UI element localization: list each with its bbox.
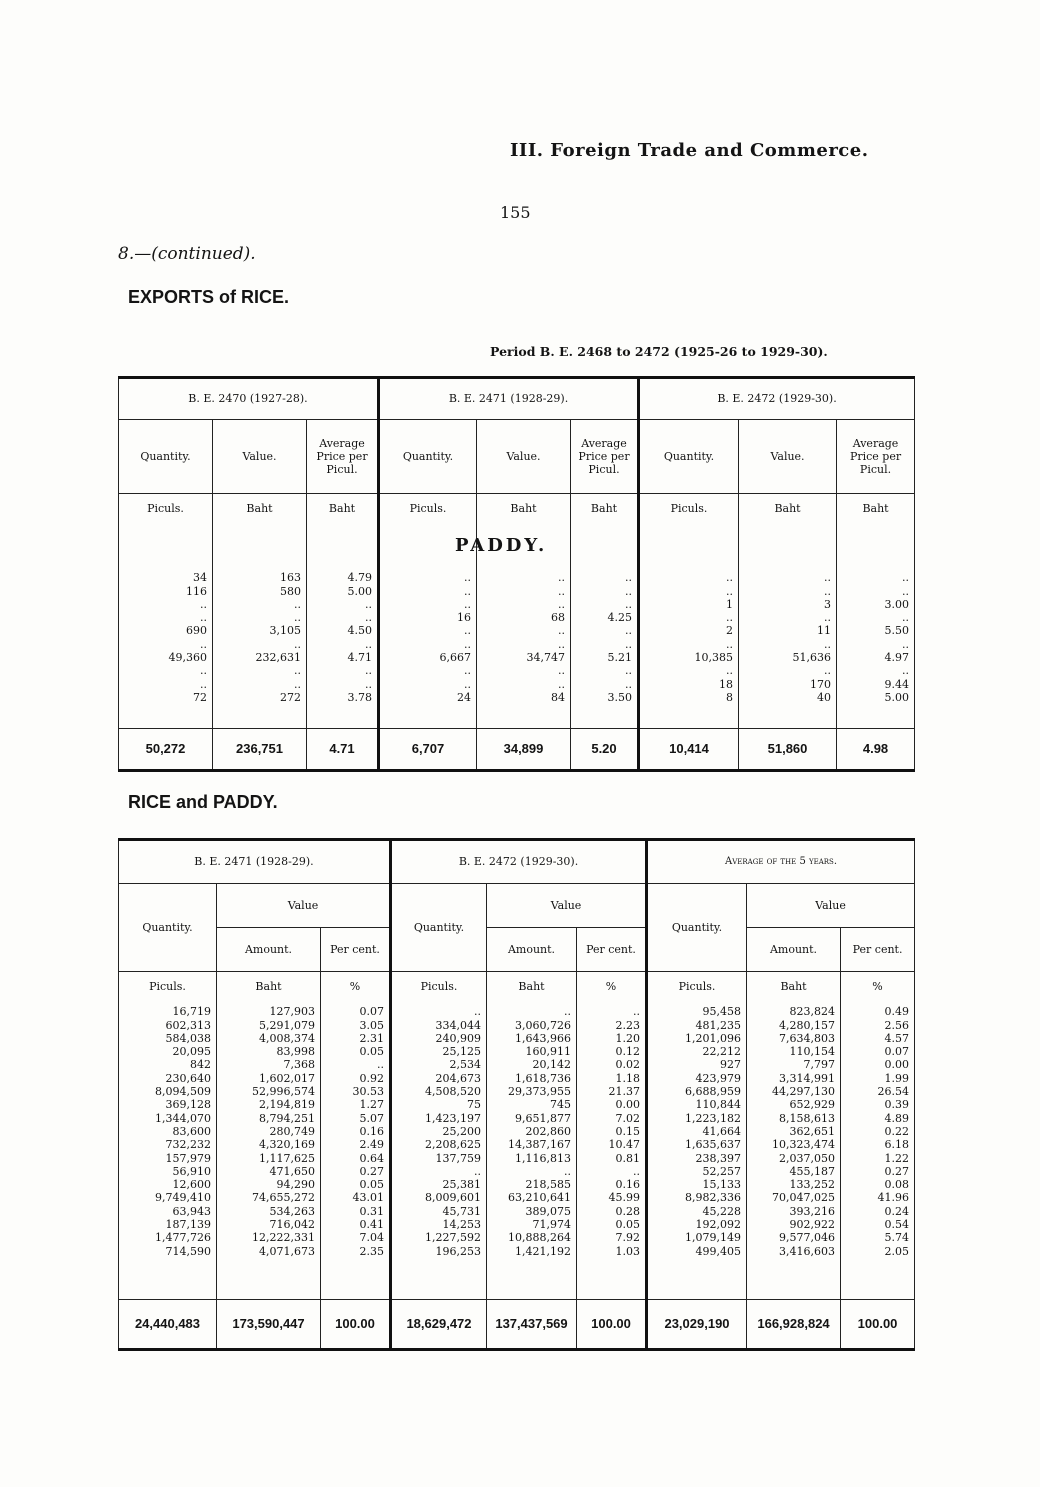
total-cell: 4.71 xyxy=(307,729,379,771)
col-percent: Per cent. xyxy=(321,928,391,972)
total-cell: 51,860 xyxy=(739,729,837,771)
year-header-2470: B. E. 2470 (1927-28). xyxy=(119,378,379,420)
col-percent: Per cent. xyxy=(577,928,647,972)
total-cell: 173,590,447 xyxy=(217,1300,321,1350)
unit-label: Baht xyxy=(328,502,356,515)
rice-paddy-table xyxy=(118,838,915,1351)
col-avg-price: Average Price per Picul. xyxy=(837,420,915,494)
col-quantity: Quantity. xyxy=(119,884,217,972)
unit-label: % xyxy=(349,980,361,993)
col-quantity: Quantity. xyxy=(119,420,213,494)
unit-label: Baht xyxy=(780,980,807,993)
exports-title: EXPORTS of RICE. xyxy=(128,287,290,307)
col-amount: Amount. xyxy=(747,928,841,972)
unit-label: Baht xyxy=(862,502,889,515)
total-cell: 100.00 xyxy=(841,1300,915,1350)
total-cell: 23,029,190 xyxy=(647,1300,747,1350)
column-values: .. .. .. 16 .. .. 6,667 .. .. 24 xyxy=(439,571,471,704)
col-avg-price: Average Price per Picul. xyxy=(307,420,379,494)
data-cell xyxy=(321,972,391,1300)
total-cell: 24,440,483 xyxy=(119,1300,217,1350)
total-cell: 5.20 xyxy=(571,729,639,771)
unit-label: Piculs. xyxy=(420,980,458,993)
col-value: Value xyxy=(747,884,915,928)
col-value: Value xyxy=(487,884,647,928)
year-header-2472: B. E. 2472 (1929-30). xyxy=(639,378,915,420)
col-quantity: Quantity. xyxy=(639,420,739,494)
exports-table xyxy=(118,376,915,772)
total-cell: 50,272 xyxy=(119,729,213,771)
data-cell xyxy=(639,494,739,729)
total-cell: 100.00 xyxy=(321,1300,391,1350)
col-value: Value. xyxy=(213,420,307,494)
col-quantity: Quantity. xyxy=(391,884,487,972)
data-cell xyxy=(119,494,213,729)
col-percent: Per cent. xyxy=(841,928,915,972)
column-values: .. 2.23 1.20 0.12 0.02 1.18 21.37 0.00 7.02 0.15 10.47 0.81 .. 0.16 45.99 0.28 0.05 7.92 1.03 xyxy=(608,1005,641,1258)
data-cell xyxy=(571,494,639,729)
column-values: 16,719 602,313 584,038 20,095 842 230,640 8,094,509 369,128 1,344,070 83,600 732,232 157,979 56,910 12,600 9,749,410 63,943 187,139 1,477,726 714,590 xyxy=(155,1005,211,1258)
data-cell xyxy=(379,494,477,729)
column-values: .. .. 3 .. 11 .. 51,636 .. 170 40 xyxy=(792,571,832,704)
total-cell: 4.98 xyxy=(837,729,915,771)
unit-label: Piculs. xyxy=(147,502,184,515)
page-number: 155 xyxy=(500,203,531,222)
unit-label: % xyxy=(872,980,883,993)
continued-label: 8.—(continued). xyxy=(118,244,256,264)
column-values: .. 3,060,726 1,643,966 160,911 20,142 1,618,736 29,373,955 745 9,651,877 202,860 14,387,167 1,116,813 .. 218,585 63,210,641 389,075 71,974 10,888,264 1,421,192 xyxy=(508,1005,571,1258)
data-cell xyxy=(837,494,915,729)
data-cell xyxy=(841,972,915,1300)
page-header: III. Foreign Trade and Commerce. xyxy=(510,140,869,161)
unit-label: Baht xyxy=(518,980,545,993)
data-cell xyxy=(747,972,841,1300)
unit-label: Baht xyxy=(246,502,273,515)
col-amount: Amount. xyxy=(487,928,577,972)
unit-label: Piculs. xyxy=(670,502,708,515)
total-cell: 34,899 xyxy=(477,729,571,771)
unit-label: Piculs. xyxy=(678,980,716,993)
unit-label: Baht xyxy=(510,502,537,515)
data-cell xyxy=(391,972,487,1300)
total-cell: 10,414 xyxy=(639,729,739,771)
column-values: 163 580 .. .. 3,105 .. 232,631 .. .. 272 xyxy=(255,571,301,704)
col-value: Value. xyxy=(739,420,837,494)
unit-label: Baht xyxy=(774,502,801,515)
column-values: 0.49 2.56 4.57 0.07 0.00 1.99 26.54 0.39 4.89 0.22 6.18 1.22 0.27 0.08 41.96 0.24 0.54 5.74 2.05 xyxy=(877,1005,910,1258)
column-values: .. .. 3.00 .. 5.50 .. 4.97 .. 9.44 5.00 xyxy=(884,571,910,704)
average-header: Average of the 5 years. xyxy=(647,840,915,884)
year-header-2471: B. E. 2471 (1928-29). xyxy=(119,840,391,884)
column-values: 823,824 4,280,157 7,634,803 110,154 7,797 3,314,991 44,297,130 652,929 8,158,613 362,651 10,323,474 2,037,050 455,187 133,252 70,047,025 393,216 902,922 9,577,046 3,416,603 xyxy=(772,1005,836,1258)
col-amount: Amount. xyxy=(217,928,321,972)
column-values: 0.07 3.05 2.31 0.05 .. 0.92 30.53 1.27 5.07 0.16 2.49 0.64 0.27 0.05 43.01 0.31 0.41 7.04 2.35 xyxy=(352,1005,384,1258)
col-quantity: Quantity. xyxy=(379,420,477,494)
column-values: .. .. 1 .. 2 .. 10,385 .. 18 8 xyxy=(694,571,734,704)
unit-label: Piculs. xyxy=(149,980,186,993)
data-cell xyxy=(307,494,379,729)
col-quantity: Quantity. xyxy=(647,884,747,972)
data-cell xyxy=(739,494,837,729)
year-header-2471: B. E. 2471 (1928-29). xyxy=(379,378,639,420)
data-cell xyxy=(487,972,577,1300)
total-cell: 18,629,472 xyxy=(391,1300,487,1350)
column-values: .. .. .. 68 .. .. 34,747 .. .. 84 xyxy=(526,571,565,704)
unit-label: % xyxy=(605,980,617,993)
col-value: Value xyxy=(217,884,391,928)
total-cell: 137,437,569 xyxy=(487,1300,577,1350)
period-label: Period B. E. 2468 to 2472 (1925-26 to 1929-30). xyxy=(490,344,828,359)
total-cell: 166,928,824 xyxy=(747,1300,841,1350)
col-avg-price: Average Price per Picul. xyxy=(571,420,639,494)
data-cell xyxy=(213,494,307,729)
paddy-label: PADDY. xyxy=(455,535,548,556)
column-values: .. .. .. 4.25 .. .. 5.21 .. .. 3.50 xyxy=(607,571,633,704)
data-cell xyxy=(577,972,647,1300)
column-values: .. 334,044 240,909 25,125 2,534 204,673 4,508,520 75 1,423,197 25,200 2,208,625 137,759 .. 25,381 8,009,601 45,731 14,253 1,227,592 196,253 xyxy=(425,1005,481,1258)
unit-label: Baht xyxy=(590,502,618,515)
total-cell: 236,751 xyxy=(213,729,307,771)
rice-paddy-title: RICE and PADDY. xyxy=(128,792,278,812)
column-values: 127,903 5,291,079 4,008,374 83,998 7,368 1,602,017 52,996,574 2,194,819 8,794,251 280,749 4,320,169 1,117,625 471,650 94,290 74,655,272 534,263 716,042 12,222,331 4,071,673 xyxy=(252,1005,315,1258)
unit-label: Baht xyxy=(255,980,282,993)
unit-label: Piculs. xyxy=(409,502,447,515)
column-values: 4.79 5.00 .. .. 4.50 .. 4.71 .. .. 3.78 xyxy=(347,571,372,704)
column-values: 95,458 481,235 1,201,096 22,212 927 423,979 6,688,959 110,844 1,223,182 41,664 1,635,637 238,397 52,257 15,133 8,982,336 45,228 192,092 1,079,149 499,405 xyxy=(685,1005,742,1258)
total-cell: 6,707 xyxy=(379,729,477,771)
data-cell xyxy=(119,972,217,1300)
data-cell xyxy=(217,972,321,1300)
data-cell xyxy=(647,972,747,1300)
data-cell xyxy=(477,494,571,729)
year-header-2472: B. E. 2472 (1929-30). xyxy=(391,840,647,884)
total-cell: 100.00 xyxy=(577,1300,647,1350)
column-values: 34 116 .. .. 690 .. 49,360 .. .. 72 xyxy=(168,571,207,704)
col-value: Value. xyxy=(477,420,571,494)
